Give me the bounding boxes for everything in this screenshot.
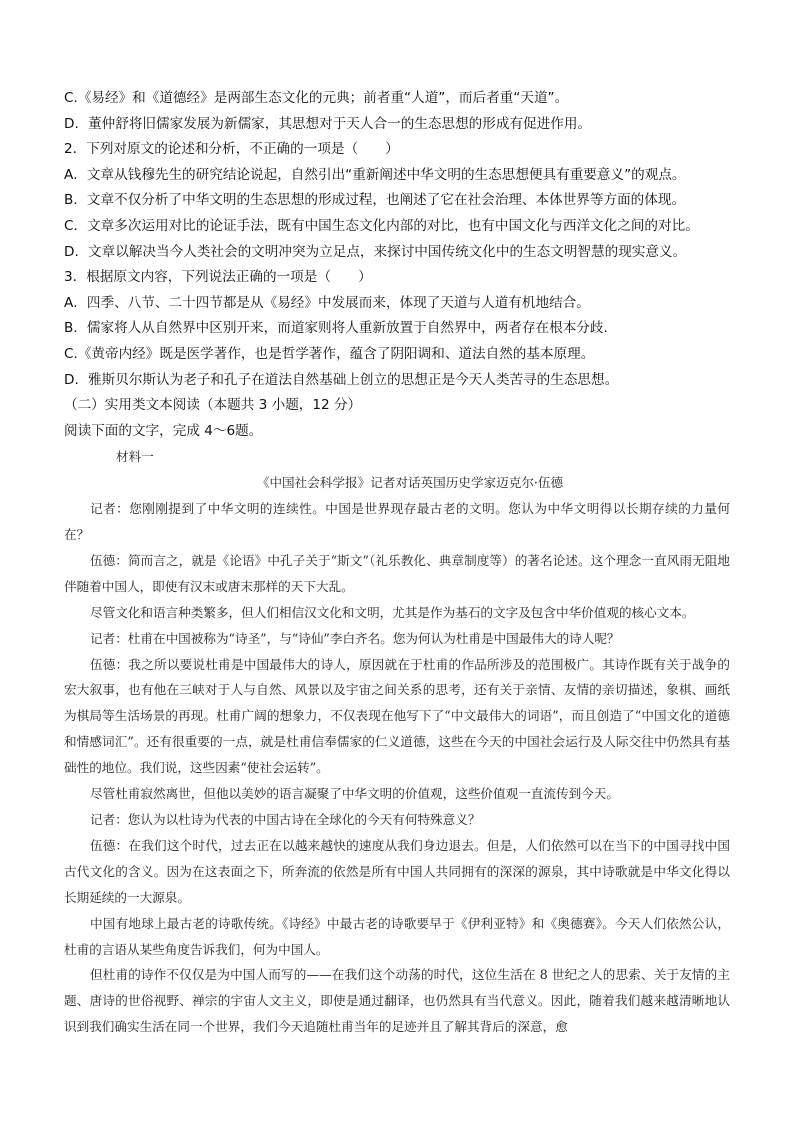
material-paragraph: 伍德：我之所以要说杜甫是中国最伟大的诗人，原因就在于杜甫的作品所涉及的范围极广。其诗作既有关于战争的宏大叙事，也有他在三峡对于人与自然、风景以及宇宙之间关系的思考，还有关于亲情、友情的亲切描述，象棋、画纸为棋局等生活场景的再现。杜甫广阔的想象力，不仅表现在他写下了“中文最伟大的词语”，而且创造了“中国文化的道德和情感词汇”。还有很重要的一点，就是杜甫信奉儒家的仁义道德，这些在今天的中国社会运行及人际交往中仍然具有基础性的地位。我们说，这些因素“使社会运转”。 (64, 656, 730, 776)
material-label: 材料一 (116, 449, 154, 465)
material-paragraph: 伍德：在我们这个时代，过去正在以越来越快的速度从我们身边退去。但是，人们依然可以在当下的中国寻找中国古代文化的含义。因为在这表面之下，所奔流的依然是所有中国人共同拥有的深深的源泉，其中诗歌就是中华文化得以长期延续的一大源泉。 (64, 837, 730, 905)
question2-option-b: B．文章不仅分析了中华文明的生态思想的形成过程，也阐述了它在社会治理、本体世界等方面的体现。 (64, 192, 686, 209)
question3-option-a: A．四季、八节、二十四节都是从《易经》中发展而来，体现了天道与人道有机地结合。 (64, 294, 590, 311)
material-paragraph: 尽管文化和语言种类繁多，但人们相信汉文化和文明，尤其是作为基石的文字及包含中华价值观的核心文本。 (90, 604, 695, 620)
material-paragraph: 伍德：简而言之，就是《论语》中孔子关于“斯文”（礼乐教化、典章制度等）的著名论述。这个理念一直风雨无阻地伴随着中国人，即使有汉末或唐末那样的天下大乱。 (64, 552, 730, 594)
material-paragraph: 记者：杜甫在中国被称为“诗圣”，与“诗仙”李白齐名。您为何认为杜甫是中国最伟大的诗人呢？ (90, 630, 620, 646)
material-title: 《中国社会科学报》记者对话英国历史学家迈克尔·伍德 (256, 475, 564, 491)
material-paragraph: 中国有地球上最古老的诗歌传统。《诗经》中最古老的诗歌要早于《伊利亚特》和《奥德赛》。今天人们依然公认，杜甫的言语从某些角度告诉我们，何为中国人。 (64, 915, 730, 957)
question3-option-d: D．雅斯贝尔斯认为老子和孔子在道法自然基础上创立的思想正是今天人类苦寻的生态思想。 (64, 371, 619, 388)
question2-option-c: C．文章多次运用对比的论证手法，既有中国生态文化内部的对比，也有中国文化与西洋文化之间的对比。 (64, 217, 699, 234)
question3-stem: 3．根据原文内容，下列说法正确的一项是（ ） (64, 269, 372, 286)
question3-option-c: C.《黄帝内经》既是医学著作，也是哲学著作，蕴含了阴阳调和、道法自然的基本原理。 (64, 345, 595, 362)
question3-option-b: B．儒家将人从自然界中区别开来，而道家则将人重新放置于自然界中，两者存在根本分歧． (64, 320, 618, 337)
material-paragraph: 但杜甫的诗作不仅仅是为中国人而写的——在我们这个动荡的时代，这位生活在 8 世纪之人的思索、关于友情的主题、唐诗的世俗视野、禅宗的宇宙人文主义，即使是通过翻译，也仍然具有当代意义。因此，随着我们越来越清晰地认识到我们确实生活在同一个世界，我们今天追随杜甫当年的足迹并且了解其背后的深意，愈 (64, 967, 730, 1035)
material-one (64, 444, 730, 1040)
question1-option-d: D．董仲舒将旧儒家发展为新儒家，其思想对于天人合一的生态思想的形成有促进作用。 (64, 115, 592, 132)
section2-heading: （二）实用类文本阅读（本题共 3 小题，12 分） (64, 397, 362, 414)
question1-option-c: C.《易经》和《道德经》是两部生态文化的元典；前者重“人道”，而后者重“天道”。 (64, 90, 569, 106)
material-paragraph: 尽管杜甫寂然离世，但他以美妙的语言凝聚了中华文明的价值观，这些价值观一直流传到今天。 (90, 786, 619, 802)
material-paragraph: 记者：您认为以杜诗为代表的中国古诗在全球化的今天有何特殊意义？ (90, 812, 481, 827)
question2-option-d: D．文章以解决当今人类社会的文明冲突为立足点，来探讨中国传统文化中的生态文明智慧的现实意义。 (64, 243, 687, 260)
question2-stem: 2．下列对原文的论述和分析，不正确的一项是（ ） (64, 141, 399, 158)
material-paragraph: 记者：您刚刚提到了中华文明的连续性。中国是世界现存最古老的文明。您认为中华文明得以长期存续的力量何在？ (64, 501, 730, 543)
question2-option-a: A．文章从钱穆先生的研究结论说起，自然引出“重新阐述中华文明的生态思想便具有重要意义”的观点。 (64, 166, 686, 183)
section2-instruction: 阅读下面的文字，完成 4～6题。 (64, 422, 263, 439)
